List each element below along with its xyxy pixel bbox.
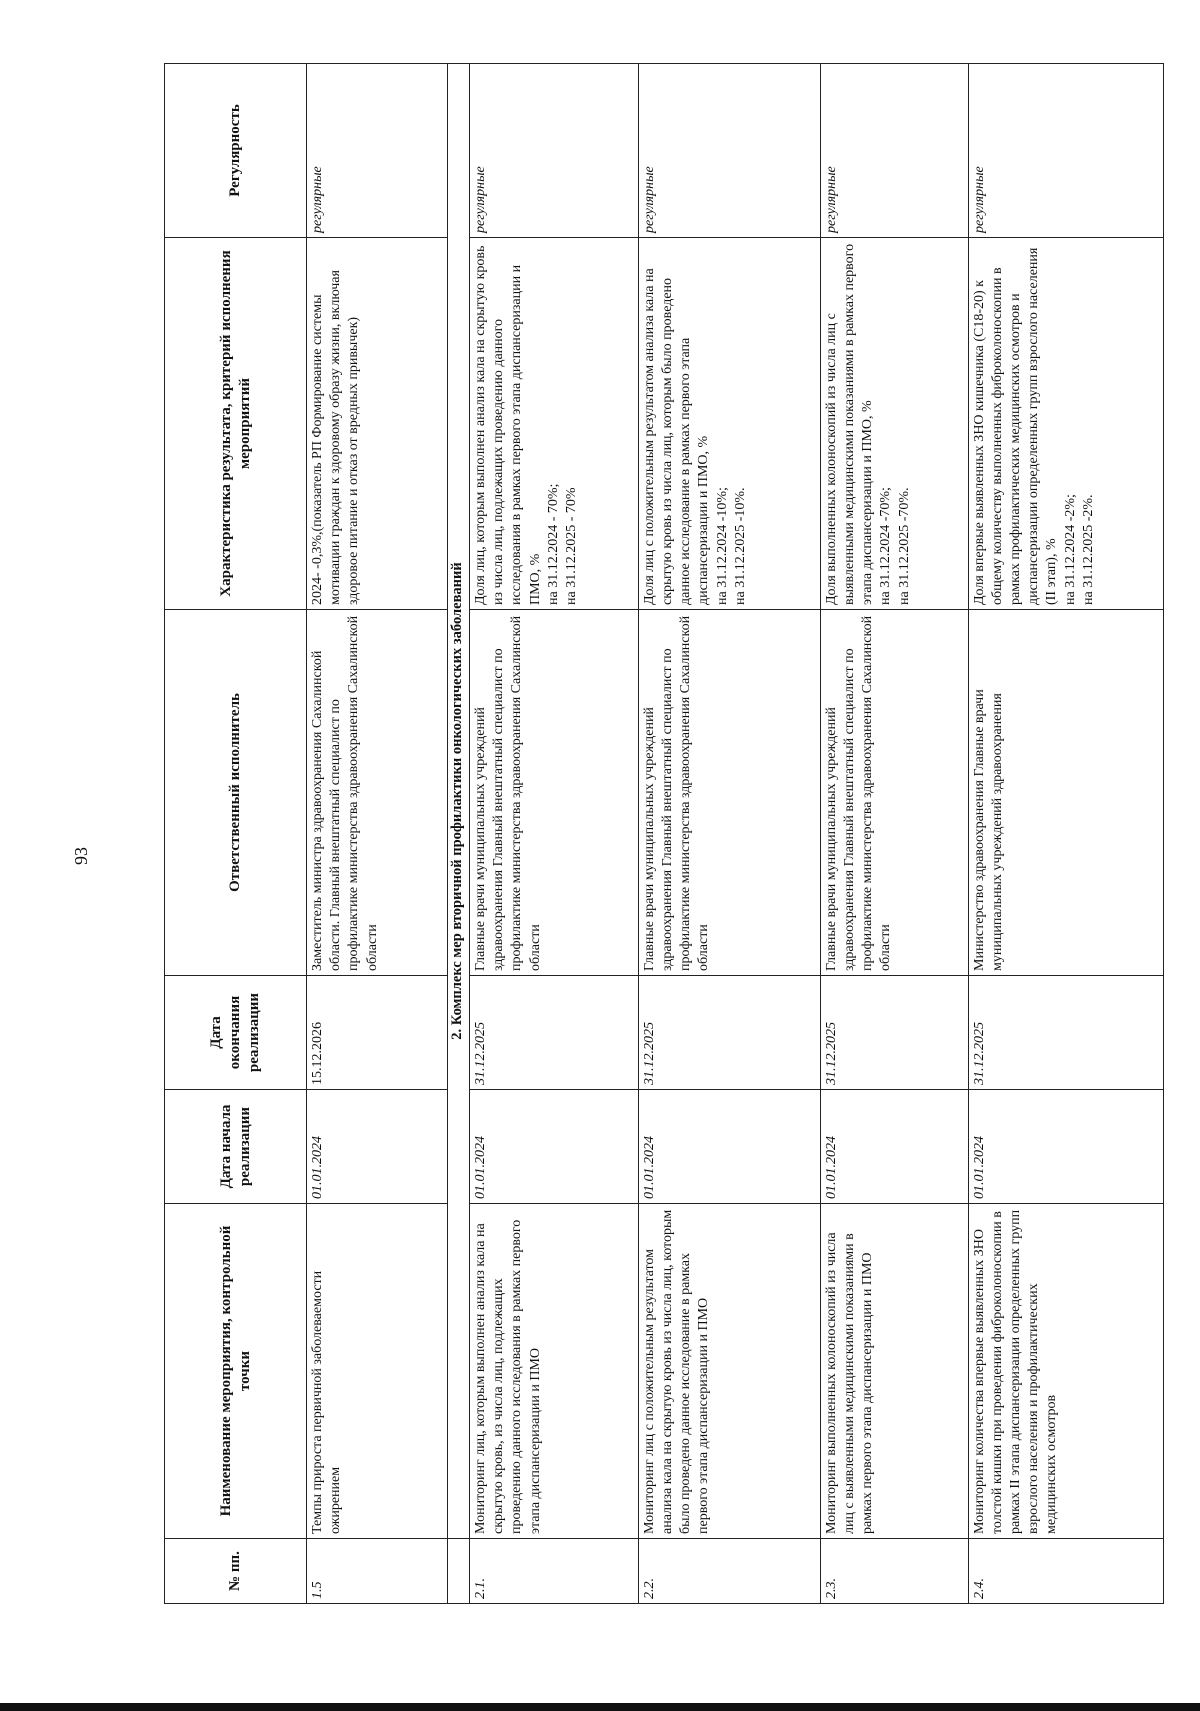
row-name: Мониторинг выполненных колоноскопий из числа лиц с выявленными медицинскими показаниями в рамках первого этапа диспансеризации и ПМО — [820, 1204, 968, 1539]
row-responsible: Главные врачи муниципальных учреждений здравоохранения Главный внештатный специалист по профилактике министерства здравоохранения Сахалинской области — [638, 610, 820, 976]
result-text: Доля выполненных колоноскопий из числа лиц с выявленными медицинскими показаниями в рамках первого этапа диспансеризации и ПМО, % — [823, 243, 876, 605]
result-target-2025: на 31.12.2025 -2%. — [1080, 494, 1096, 605]
result-text: Доля впервые выявленных ЗНО кишечника (С18-20) к общему количеству выполненных фиброколоноскопии в рамках профилактических медицинских осмотров и диспансеризации определенных групп взрослого населения (II этап), % — [971, 247, 1060, 605]
row-responsible: Главные врачи муниципальных учреждений здравоохранения Главный внештатный специалист по профилактике министерства здравоохранения Сахалинской области — [470, 610, 639, 976]
section-title: 2. Комплекс мер вторичной профилактики онкологических заболеваний — [448, 64, 470, 1539]
result-target-2025: на 31.12.2025 -10%. — [732, 487, 748, 605]
row-name: Мониторинг лиц с положительным результатом анализа кала на скрытую кровь из числа лиц, которым было проведено данное исследование в рамках первого этапа диспансеризации и ПМО — [638, 1204, 820, 1539]
table-row — [470, 64, 639, 1604]
row-num: 1.5 — [307, 1539, 448, 1604]
row-result — [820, 238, 968, 610]
row-end-date: 31.12.2025 — [638, 976, 820, 1090]
result-text: Доля лиц с положительным результатом анализа кала на скрытую кровь из числа лиц, которым было проведено данное исследование в рамках первого этапа диспансеризации и ПМО, % — [641, 268, 712, 605]
row-start-date: 01.01.2024 — [638, 1090, 820, 1204]
header-regularity: Регулярность — [165, 64, 307, 238]
row-num: 2.1. — [470, 1539, 639, 1604]
row-regularity: регулярные — [638, 64, 820, 238]
row-regularity: регулярные — [968, 64, 1163, 238]
header-responsible: Ответственный исполнитель — [165, 610, 307, 976]
row-result — [638, 238, 820, 610]
result-target-2025: на 31.12.2025 -70%. — [896, 487, 912, 605]
header-end-date: Дата окончания реализации — [165, 976, 307, 1090]
row-regularity: регулярные — [470, 64, 639, 238]
row-num: 2.4. — [968, 1539, 1163, 1604]
row-start-date: 01.01.2024 — [470, 1090, 639, 1204]
header-num: № пп. — [165, 1539, 307, 1604]
table-container — [164, 64, 1164, 1604]
row-responsible: Заместитель министра здравоохранения Сахалинской области. Главный внештатный специалист по профилактике министерства здравоохранения Сахалинской области — [307, 610, 448, 976]
row-num: 2.2. — [638, 1539, 820, 1604]
section-gap-cell — [448, 1539, 470, 1604]
row-name: Темпы прироста первичной заболеваемости ожирением — [307, 1204, 448, 1539]
row-start-date: 01.01.2024 — [968, 1090, 1163, 1204]
row-result — [470, 238, 639, 610]
row-end-date: 31.12.2025 — [470, 976, 639, 1090]
page-number: 93 — [71, 847, 91, 865]
result-target-2024: на 31.12.2024 -70%; — [878, 487, 894, 605]
table-row — [638, 64, 820, 1604]
result-target-2024: на 31.12.2024 -10%; — [714, 487, 730, 605]
result-target-2024: на 31.12.2024 -2%; — [1062, 494, 1078, 605]
row-end-date: 31.12.2025 — [968, 976, 1163, 1090]
table-row — [307, 64, 448, 1604]
header-result: Характеристика результата, критерий исполнения мероприятий — [165, 238, 307, 610]
row-num: 2.3. — [820, 1539, 968, 1604]
table-row — [820, 64, 968, 1604]
bottom-scan-edge — [0, 1703, 1200, 1711]
table-header-row — [165, 64, 307, 1604]
row-end-date: 31.12.2025 — [820, 976, 968, 1090]
result-target-2024: на 31.12.2024 - 70%; — [545, 483, 561, 605]
header-name: Наименование мероприятия, контрольной точки — [165, 1204, 307, 1539]
events-table — [164, 63, 1164, 1604]
row-end-date: 15.12.2026 — [307, 976, 448, 1090]
row-responsible: Главные врачи муниципальных учреждений здравоохранения Главный внештатный специалист по профилактике министерства здравоохранения Сахалинской области — [820, 610, 968, 976]
table-row — [968, 64, 1163, 1604]
result-text: Доля лиц, которым выполнен анализ кала на скрытую кровь из числа лиц, подлежащих проведению данного исследования в рамках первого этапа диспансеризации и ПМО, % — [473, 245, 543, 605]
row-start-date: 01.01.2024 — [307, 1090, 448, 1204]
row-name: Мониторинг количества впервые выявленных ЗНО толстой кишки при проведении фиброколоноскопии в рамках II этапа диспансеризации определенных групп взрослого населения и профилактических медицинских осмотров — [968, 1204, 1163, 1539]
row-responsible: Министерство здравоохранения Главные врачи муниципальных учреждений здравоохранения — [968, 610, 1163, 976]
section-row — [448, 64, 470, 1604]
rotated-table-area — [164, 64, 1164, 1604]
header-start-date: Дата начала реализации — [165, 1090, 307, 1204]
result-target-2025: на 31.12.2025 - 70% — [564, 487, 580, 605]
row-result: 2024- -0,3%,(показатель РП Формирование системы мотивации граждан к здоровому образу жизни, включая здоровое питание и отказ от вредных привычек) — [307, 238, 448, 610]
row-regularity: регулярные — [820, 64, 968, 238]
row-regularity: регулярные — [307, 64, 448, 238]
row-start-date: 01.01.2024 — [820, 1090, 968, 1204]
row-result — [968, 238, 1163, 610]
row-name: Мониторинг лиц, которым выполнен анализ кала на скрытую кровь, из числа лиц, подлежащих проведению данного исследования в рамках первого этапа диспансеризации и ПМО — [470, 1204, 639, 1539]
